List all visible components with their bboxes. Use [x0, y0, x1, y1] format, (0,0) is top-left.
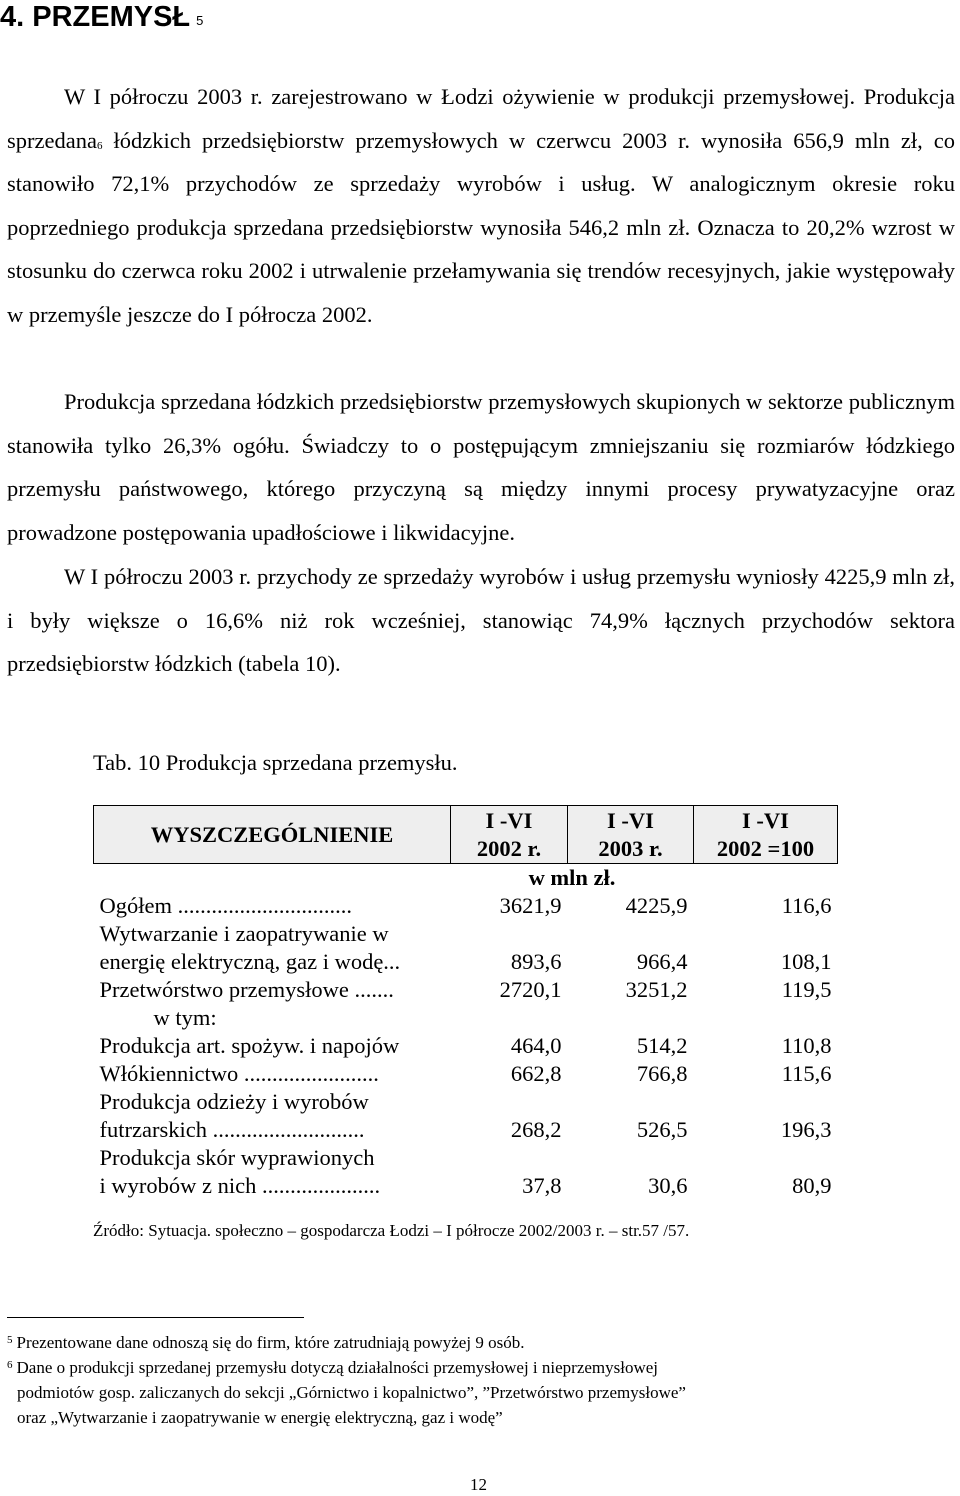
footnote-divider	[7, 1317, 304, 1318]
footnote-5: $^5$ Prezentowane dane odnoszą się do firm, które zatrudniają powyżej 9 osób.	[7, 1333, 525, 1352]
page-number: 12	[470, 1475, 487, 1494]
paragraph-3-text: W I półroczu 2003 r. przychody ze sprzedaży wyrobów i usług przemysłu wyniosły 4225,9 mln zł, i były większe o 16,6% niż rok wcześniej, stanowiąc 74,9% łącznych przychodów sektora przedsiębiorstw łódzkich (tabela 10).	[7, 564, 955, 676]
header-col-2002: I -VI 2002 r.	[451, 806, 568, 864]
table-row: Ogółem ............................... 3621,9 4225,9 116,6	[99, 893, 832, 918]
paragraph-1	[7, 75, 955, 336]
table-row: Produkcja odzieży i wyrobów futrzarskich ........................... 268,2 526,5 196,3	[99, 1089, 832, 1142]
table-row: Wytwarzanie i zaopatrywanie w energię elektryczną, gaz i wodę... 893,6 966,4 108,1	[99, 921, 832, 974]
table-row: Przetwórstwo przemysłowe ....... 2720,1 3251,2 119,5	[99, 977, 832, 1002]
table-row: w tym:	[153, 1005, 217, 1030]
unit-label: w mln zł.	[528, 865, 616, 890]
paragraph-2	[7, 380, 955, 554]
table-row: Włókiennictwo ........................ 662,8 766,8 115,6	[99, 1061, 832, 1086]
paragraph-2-text: Produkcja sprzedana łódzkich przedsiębiorstw przemysłowych skupionych w sektorze publicznym stanowiła tylko 26,3% ogółu. Świadczy to o postępującym zmniejszaniu się rozmiarów łódzkiego przemysłu państwowego, którego przyczyną są między innymi procesy prywatyzacyjne oraz prowadzone postępowania upadłościowe i likwidacyjne.	[7, 389, 955, 545]
paragraph-1-rest: łódzkich przedsiębiorstw przemysłowych w czerwcu 2003 r. wynosiła 656,9 mln zł, co stanowiło 72,1% przychodów ze sprzedaży wyrobów i usług. W analogicznym okresie roku poprzedniego produkcja sprzedana przedsiębiorstw wynosiła 546,2 mln zł. Oznacza to 20,2% wzrost w stosunku do czerwca roku 2002 i utrwalenie przełamywania się trendów recesyjnych, jakie występowały w przemyśle jeszcze do I półrocza 2002.	[7, 127, 955, 327]
table-row: Produkcja art. spożyw. i napojów 464,0 514,2 110,8	[99, 1033, 832, 1058]
table-caption: Tab. 10 Produkcja sprzedana przemysłu.	[93, 750, 458, 775]
footnote-6: $^6$ Dane o produkcji sprzedanej przemysłu dotyczą działalności przemysłowej i nieprzemysłowej podmiotów gosp. zaliczanych do sekcji „Górnictwo i kopalnictwo”, ”Przetwórstwo przemysłowe” oraz „Wytwarzanie i zaopatrywanie w energię elektryczną, gaz i wodę”	[7, 1358, 686, 1427]
section-heading	[0, 0, 203, 34]
header-label: WYSZCZEGÓLNIENIE	[94, 806, 451, 864]
header-col-index: I -VI 2002 =100	[694, 806, 838, 864]
paragraph-1-start: W I półroczu 2003 r. zarejestrowano w Łodzi ożywienie w produkcji przemysłowej. Produkcja sprzedana	[7, 84, 955, 153]
table-row: Produkcja skór wyprawionych i wyrobów z nich ..................... 37,8 30,6 80,9	[99, 1145, 832, 1198]
paragraph-3	[7, 555, 955, 686]
table-source: Źródło: Sytuacja. społeczno – gospodarcza Łodzi – I półrocze 2002/2003 r. – str.57 /57.	[93, 1221, 690, 1240]
heading-title: 4. PRZEMYSŁ	[0, 1, 191, 33]
heading-footnote-ref: 5	[196, 13, 204, 28]
header-col-2003: I -VI 2003 r.	[568, 806, 694, 864]
production-table	[93, 805, 837, 1200]
footnote-ref-6: 6	[96, 139, 103, 152]
